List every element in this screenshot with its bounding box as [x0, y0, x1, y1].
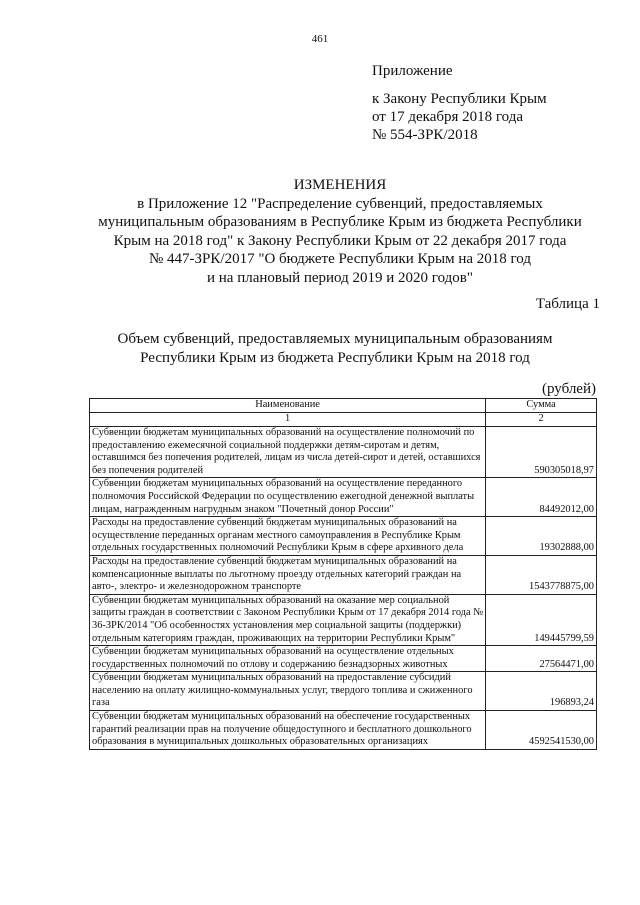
row-sum: 590305018,97: [486, 427, 597, 478]
subtitle-line: Объем субвенций, предоставляемых муниципальным образованиям: [117, 331, 553, 347]
table-row: [90, 594, 597, 645]
title-line: муниципальным образованиям в Республике Крым из бюджета Республики: [98, 214, 582, 230]
subventions-table: [89, 398, 597, 750]
row-name: Расходы на предоставление субвенций бюджетам муниципальных образований на осуществление переданных органам местного самоуправления в Республике Крым отдельных государственных полномочий Республики Крым в сфере архивного дела: [90, 517, 486, 556]
appendix-date-line: от 17 декабря 2018 года: [372, 109, 524, 125]
title-line: и на плановый период 2019 и 2020 годов": [207, 269, 473, 286]
header-sum: Сумма: [486, 399, 597, 413]
table-label: Таблица 1: [535, 296, 600, 312]
column-number-row: [90, 413, 597, 427]
row-sum: 196893,24: [486, 672, 597, 711]
row-name: Субвенции бюджетам муниципальных образований на осуществление отдельных государственных полномочий по отлову и содержанию безнадзорных животных: [90, 646, 486, 672]
column-number-2: 2: [486, 413, 597, 427]
row-sum: 4592541530,00: [486, 711, 597, 750]
units-label: (рублей): [541, 381, 596, 397]
title-line: Крым на 2018 год" к Закону Республики Крым от 22 декабря 2017 года: [113, 232, 567, 249]
row-name: Расходы на предоставление субвенций бюджетам муниципальных образований на компенсационные выплаты по льготному проезду отдельных категорий граждан на авто-, электро- и железнодорожном транспорте: [90, 555, 486, 594]
row-sum: 19302888,00: [486, 517, 597, 556]
table-row: [90, 672, 597, 711]
column-number-1: 1: [90, 413, 486, 427]
table-row: [90, 555, 597, 594]
appendix-law-line: к Закону Республики Крым: [372, 91, 547, 107]
title-line: № 447-ЗРК/2017 "О бюджете Республики Крым на 2018 год: [148, 251, 532, 267]
table-row: [90, 711, 597, 750]
document-title: [60, 176, 620, 287]
row-name: Субвенции бюджетам муниципальных образований на осуществление полномочий по предоставлению ежемесячной социальной поддержки детям-сиротам и детям, оставшимся без попечения родителей, лицам из числа детей-сирот и детей, оставшихся без попечения родителей: [90, 427, 486, 478]
row-sum: 1543778875,00: [486, 555, 597, 594]
table-row: [90, 517, 597, 556]
table-row: [90, 478, 597, 517]
subtitle-line: Республики Крым из бюджета Республики Крым на 2018 год: [140, 349, 530, 366]
table-subtitle: [60, 330, 610, 367]
appendix-label: Приложение: [372, 63, 453, 79]
table-header-row: [90, 399, 597, 413]
header-name: Наименование: [90, 399, 486, 413]
title-line: в Приложение 12 "Распределение субвенций, предоставляемых: [137, 195, 543, 212]
row-name: Субвенции бюджетам муниципальных образований на предоставление субсидий населению на оплату жилищно-коммунальных услуг, твердого топлива и сжиженного газа: [90, 672, 486, 711]
row-name: Субвенции бюджетам муниципальных образований на оказание мер социальной защиты граждан в соответствии с Законом Республики Крым от 17 декабря 2014 года № 36-ЗРК/2014 "Об особенностях установления мер социальной защиты (поддержки) отдельным категориям граждан, проживающих на территории Республики Крым": [90, 594, 486, 645]
row-sum: 84492012,00: [486, 478, 597, 517]
row-name: Субвенции бюджетам муниципальных образований на обеспечение государственных гарантий реализации прав на получение общедоступного и бесплатного дошкольного образования в муниципальных дошкольных образовательных организациях: [90, 711, 486, 750]
row-sum: 27564471,00: [486, 646, 597, 672]
row-sum: 149445799,59: [486, 594, 597, 645]
appendix-header: [372, 62, 547, 144]
table-row: [90, 427, 597, 478]
table-row: [90, 646, 597, 672]
row-name: Субвенции бюджетам муниципальных образований на осуществление переданного полномочия Российской Федерации по осуществлению ежегодной денежной выплаты лицам, награжденным нагрудным знаком "Почетный донор России": [90, 478, 486, 517]
appendix-number-line: № 554-ЗРК/2018: [372, 127, 478, 143]
page-number: 461: [311, 33, 329, 45]
title-heading: ИЗМЕНЕНИЯ: [293, 177, 387, 193]
